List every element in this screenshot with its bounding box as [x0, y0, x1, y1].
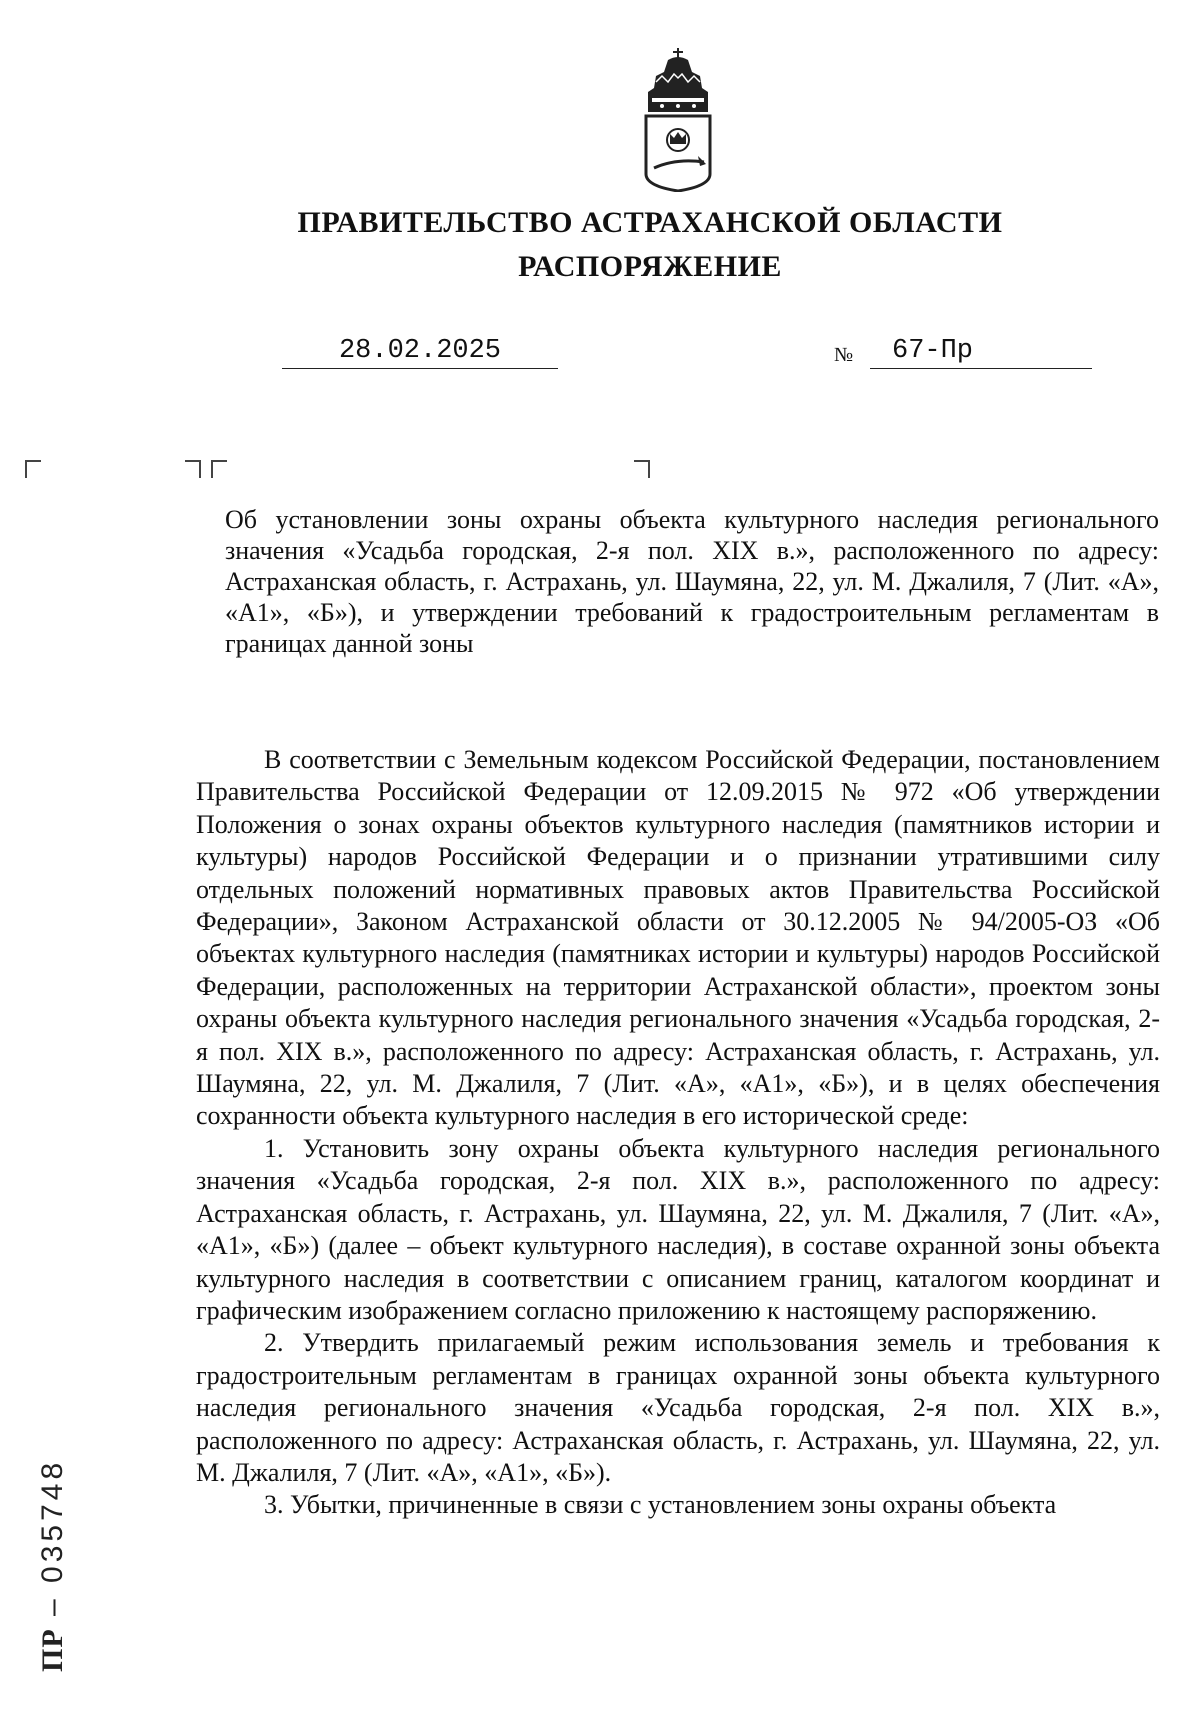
preamble-paragraph: В соответствии с Земельным кодексом Российской Федерации, постановлением Правительства Российской Федерации от 12.09.2015 № 972 «Об утверждении Положения о зонах охраны объектов культурного наследия (памятников истории и культуры) народов Российской Федерации и о признании утратившими силу отдельных положений нормативных правовых актов Правительства Российской Федерации», Законом Астраханской области от 30.12.2005 № 94/2005-ОЗ «Об объектах культурного наследия (памятниках истории и культуры) народов Российской Федерации, расположенных на территории Астраханской области», проектом зоны охраны объекта культурного наследия регионального значения «Усадьба городская, 2-я пол. XIX в.», расположенного по адресу: Астраханская область, г. Астрахань, ул. Шаумяна, 22, ул. М. Джалиля, 7 (Лит. «А», «А1», «Б»), и в целях обеспечения сохранности объекта культурного наследия в его исторической среде:	[196, 745, 1160, 1131]
coat-of-arms-icon	[640, 46, 716, 192]
document-date: 28.02.2025	[282, 334, 558, 369]
number-sign: №	[834, 344, 854, 366]
document-number: 67-Пр	[870, 334, 1092, 369]
clause-1-paragraph: 1. Установить зону охраны объекта культурного наследия регионального значения «Усадьба городская, 2-я пол. XIX в.», расположенного по адресу: Астраханская область, г. Астрахань, ул. Шаумяна, 22, ул. М. Джалиля, 7 (Лит. «А», «А1», «Б») (далее – объект культурного наследия), в составе охранной зоны объекта культурного наследия в соответствии с описанием границ, каталогом координат и графическим изображением согласно приложению к настоящему распоряжению.	[196, 1133, 1160, 1325]
government-title: ПРАВИТЕЛЬСТВО АСТРАХАНСКОЙ ОБЛАСТИ	[297, 206, 1003, 239]
document-type-title: РАСПОРЯЖЕНИЕ	[518, 250, 782, 283]
corner-mark	[25, 460, 41, 478]
serial-prefix: ПР	[36, 1628, 69, 1672]
clause-3-paragraph: 3. Убытки, причиненные в связи с установлением зоны охраны объекта	[264, 1490, 1057, 1520]
document-subject: Об установлении зоны охраны объекта культурного наследия регионального значения «Усадьба городская, 2-я пол. XIX в.», расположенного по адресу: Астраханская область, г. Астрахань, ул. Шаумяна, 22, ул. М. Джалиля, 7 (Лит. «А», «А1», «Б»), и утверждении требований к градостроительным регламентам в границах данной зоны	[225, 505, 1159, 658]
corner-mark	[211, 460, 227, 478]
form-serial-code	[18, 1458, 98, 1672]
clause-2-paragraph: 2. Утвердить прилагаемый режим использования земель и требования к градостроительным регламентам в границах охранной зоны объекта культурного наследия регионального значения «Усадьба городская, 2-я пол. XIX в.», расположенного по адресу: Астраханская область, г. Астрахань, ул. Шаумяна, 22, ул. М. Джалиля, 7 (Лит. «А», «А1», «Б»).	[196, 1328, 1160, 1487]
corner-mark	[185, 460, 201, 478]
document-body	[196, 744, 1160, 1522]
serial-number: – 035748	[36, 1458, 69, 1616]
corner-mark	[634, 460, 650, 478]
